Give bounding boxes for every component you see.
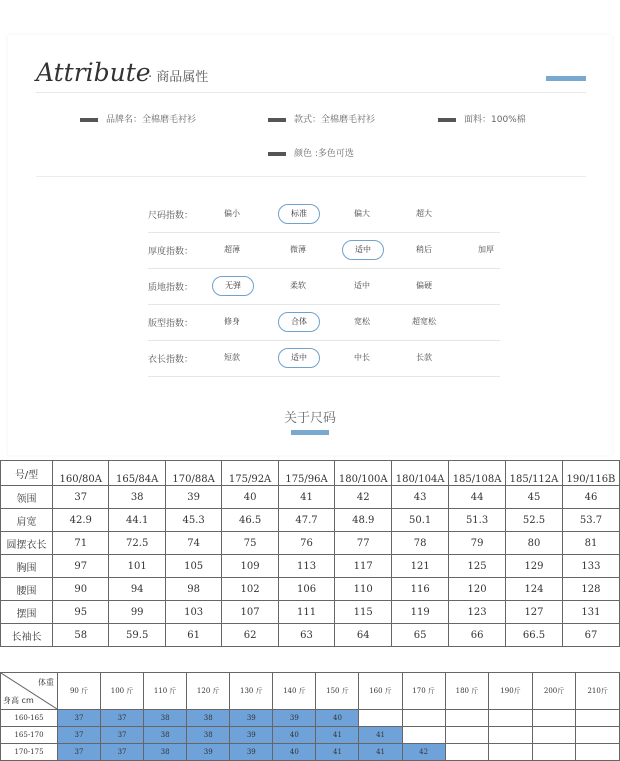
- recommended-size-cell: 37: [101, 744, 144, 761]
- measure-value: 44: [449, 486, 506, 509]
- recommended-size-cell: 38: [144, 744, 187, 761]
- measure-value: 45: [506, 486, 563, 509]
- recommended-size-cell: [576, 744, 620, 761]
- measure-value: 95: [53, 601, 109, 624]
- recommended-size-cell: 42: [402, 744, 445, 761]
- index-option: 偏大: [354, 209, 370, 218]
- measure-value: 51.3: [449, 509, 506, 532]
- measure-value: 113: [278, 555, 334, 578]
- recommended-size-cell: 41: [316, 727, 359, 744]
- measure-value: 66: [449, 624, 506, 647]
- height-range: 165-170: [1, 727, 58, 744]
- weight-header-cell: 100 斤: [101, 673, 144, 710]
- measure-value: 42: [335, 486, 392, 509]
- index-option-selected: 合体: [278, 312, 320, 332]
- measure-value: 72.5: [109, 532, 165, 555]
- table-row: [1, 532, 620, 555]
- measure-value: 105: [165, 555, 221, 578]
- measure-value: 65: [392, 624, 449, 647]
- table-row: [1, 601, 620, 624]
- measure-value: 103: [165, 601, 221, 624]
- recommended-size-cell: 38: [144, 710, 187, 727]
- index-label: 厚度指数：: [148, 247, 194, 257]
- measure-value: 38: [109, 486, 165, 509]
- measure-value: 45.3: [165, 509, 221, 532]
- measure-value: 119: [392, 601, 449, 624]
- measure-value: 79: [449, 532, 506, 555]
- measure-value: 78: [392, 532, 449, 555]
- index-option-selected: 适中: [278, 348, 320, 368]
- measure-value: 123: [449, 601, 506, 624]
- index-label: 尺码指数：: [148, 211, 194, 221]
- measure-value: 76: [278, 532, 334, 555]
- weight-header-cell: 190斤: [489, 673, 533, 710]
- measure-value: 39: [165, 486, 221, 509]
- index-option: 微薄: [290, 245, 306, 254]
- height-range: 170-175: [1, 744, 58, 761]
- index-row: [148, 340, 500, 377]
- measure-value: 115: [335, 601, 392, 624]
- weight-header-cell: 180 斤: [445, 673, 489, 710]
- measure-value: 74: [165, 532, 221, 555]
- measure-value: 102: [222, 578, 278, 601]
- index-option-selected: 无弹: [212, 276, 254, 296]
- measure-value: 97: [53, 555, 109, 578]
- measure-name: 摆围: [1, 601, 53, 624]
- recommended-size-cell: [576, 710, 620, 727]
- weight-header-cell: 210斤: [576, 673, 620, 710]
- recommended-size-cell: 37: [101, 710, 144, 727]
- brand-script-title: Attribute: [36, 58, 151, 87]
- measure-name: 圆摆衣长: [1, 532, 53, 555]
- recommended-size-cell: [445, 727, 489, 744]
- attr-brand-name: 品牌名：全棉磨毛衬衫: [80, 112, 196, 125]
- measure-value: 63: [278, 624, 334, 647]
- measure-value: 41: [278, 486, 334, 509]
- measure-value: 77: [335, 532, 392, 555]
- recommended-size-cell: 39: [230, 727, 273, 744]
- measure-value: 116: [392, 578, 449, 601]
- recommended-size-cell: [576, 727, 620, 744]
- attr-fabric: 面料：100%棉: [438, 112, 526, 125]
- weight-header-cell: 90 斤: [58, 673, 101, 710]
- measure-value: 61: [165, 624, 221, 647]
- measure-name: 长袖长: [1, 624, 53, 647]
- recommended-size-cell: 37: [58, 744, 101, 761]
- index-option: 超宽松: [412, 317, 436, 326]
- attr-style: 款式：全棉磨毛衬衫: [268, 112, 375, 125]
- table-row: [1, 710, 620, 727]
- size-header-cell: 160/80A: [53, 461, 109, 486]
- measure-value: 131: [562, 601, 619, 624]
- recommended-size-cell: 39: [230, 744, 273, 761]
- measure-value: 75: [222, 532, 278, 555]
- measure-value: 59.5: [109, 624, 165, 647]
- measure-value: 80: [506, 532, 563, 555]
- index-option: 宽松: [354, 317, 370, 326]
- recommended-size-cell: 39: [187, 744, 230, 761]
- recommended-size-cell: 41: [359, 727, 402, 744]
- measure-value: 37: [53, 486, 109, 509]
- measure-value: 42.9: [53, 509, 109, 532]
- size-header-cell: 185/112A: [506, 461, 563, 486]
- measure-value: 67: [562, 624, 619, 647]
- index-option: 偏小: [224, 209, 240, 218]
- size-header-cell: 175/92A: [222, 461, 278, 486]
- weight-axis-label: 体重: [38, 678, 54, 687]
- table-row: [1, 727, 620, 744]
- measure-name: 肩宽: [1, 509, 53, 532]
- index-row: [148, 232, 500, 269]
- index-option: 偏硬: [416, 281, 432, 290]
- index-option: 修身: [224, 317, 240, 326]
- recommended-size-cell: [489, 727, 533, 744]
- height-range: 160-165: [1, 710, 58, 727]
- measure-value: 128: [562, 578, 619, 601]
- table-row: [1, 555, 620, 578]
- measure-name: 腰围: [1, 578, 53, 601]
- recommended-size-cell: 37: [58, 727, 101, 744]
- recommended-size-cell: 40: [273, 727, 316, 744]
- bullet-bar-icon: [80, 118, 98, 122]
- measure-value: 62: [222, 624, 278, 647]
- header-divider: [36, 92, 586, 93]
- size-header-cell: 190/116B: [562, 461, 619, 486]
- table-row: [1, 578, 620, 601]
- index-label: 衣长指数：: [148, 355, 194, 365]
- index-option: 稍后: [416, 245, 432, 254]
- measure-value: 40: [222, 486, 278, 509]
- recommended-size-cell: 41: [316, 744, 359, 761]
- recommended-size-cell: 39: [273, 710, 316, 727]
- table-row: [1, 744, 620, 761]
- index-option: 长款: [416, 353, 432, 362]
- recommended-size-cell: 38: [187, 710, 230, 727]
- measure-value: 117: [335, 555, 392, 578]
- bullet-bar-icon: [438, 118, 456, 122]
- measure-value: 46: [562, 486, 619, 509]
- measure-value: 106: [278, 578, 334, 601]
- index-option: 中长: [354, 353, 370, 362]
- measure-value: 107: [222, 601, 278, 624]
- measure-value: 66.5: [506, 624, 563, 647]
- size-table: [0, 460, 620, 647]
- index-label: 版型指数：: [148, 319, 194, 329]
- index-row: [148, 304, 500, 341]
- recommended-size-cell: 37: [58, 710, 101, 727]
- recommended-size-cell: [532, 727, 576, 744]
- weight-header-cell: 150 斤: [316, 673, 359, 710]
- size-header-cell: 170/88A: [165, 461, 221, 486]
- index-option-selected: 标准: [278, 204, 320, 224]
- measure-value: 46.5: [222, 509, 278, 532]
- size-header-label: 号/型: [1, 461, 53, 486]
- weight-header-cell: 200斤: [532, 673, 576, 710]
- index-option: 适中: [354, 281, 370, 290]
- size-header-cell: 185/108A: [449, 461, 506, 486]
- measure-value: 129: [506, 555, 563, 578]
- weight-header-cell: 110 斤: [144, 673, 187, 710]
- size-recommendation-table: [0, 672, 620, 761]
- measure-value: 127: [506, 601, 563, 624]
- measure-value: 58: [53, 624, 109, 647]
- measure-name: 胸围: [1, 555, 53, 578]
- measure-value: 53.7: [562, 509, 619, 532]
- bullet-bar-icon: [268, 152, 286, 156]
- measure-value: 99: [109, 601, 165, 624]
- recommended-size-cell: 40: [273, 744, 316, 761]
- measure-value: 90: [53, 578, 109, 601]
- recommended-size-cell: [445, 744, 489, 761]
- measure-value: 47.7: [278, 509, 334, 532]
- measure-value: 50.1: [392, 509, 449, 532]
- weight-header-cell: 170 斤: [402, 673, 445, 710]
- attr-color: 颜色 :多色可选: [268, 146, 354, 159]
- recommended-size-cell: [489, 744, 533, 761]
- measure-value: 133: [562, 555, 619, 578]
- recommended-size-cell: [402, 710, 445, 727]
- index-label: 质地指数：: [148, 283, 194, 293]
- measure-value: 94: [109, 578, 165, 601]
- size-header-cell: 180/100A: [335, 461, 392, 486]
- weight-header-cell: 160 斤: [359, 673, 402, 710]
- measure-value: 81: [562, 532, 619, 555]
- size-header-cell: 180/104A: [392, 461, 449, 486]
- index-option: 柔软: [290, 281, 306, 290]
- recommended-size-cell: [445, 710, 489, 727]
- measure-value: 71: [53, 532, 109, 555]
- recommended-size-cell: 37: [101, 727, 144, 744]
- measure-value: 110: [335, 578, 392, 601]
- measure-name: 领围: [1, 486, 53, 509]
- corner-cell: [1, 673, 58, 710]
- measure-value: 101: [109, 555, 165, 578]
- table-row: [1, 624, 620, 647]
- measure-value: 109: [222, 555, 278, 578]
- recommended-size-cell: 41: [359, 744, 402, 761]
- size-section-accent-bar: [291, 430, 329, 435]
- attributes-divider: [36, 176, 586, 177]
- accent-bar: [546, 76, 586, 81]
- recommended-size-cell: [532, 744, 576, 761]
- index-option-selected: 适中: [342, 240, 384, 260]
- recommended-size-cell: [402, 727, 445, 744]
- index-option: 加厚: [478, 245, 494, 254]
- measure-value: 125: [449, 555, 506, 578]
- size-header-cell: 165/84A: [109, 461, 165, 486]
- index-option: 超大: [416, 209, 432, 218]
- weight-header-cell: 130 斤: [230, 673, 273, 710]
- weight-header-cell: 140 斤: [273, 673, 316, 710]
- index-row: [148, 268, 500, 305]
- index-option: 超薄: [224, 245, 240, 254]
- section-subtitle: · 商品属性: [148, 70, 209, 85]
- index-option: 短款: [224, 353, 240, 362]
- recommended-size-cell: 38: [187, 727, 230, 744]
- size-header-cell: 175/96A: [278, 461, 334, 486]
- measure-value: 98: [165, 578, 221, 601]
- table-row: [1, 486, 620, 509]
- recommended-size-cell: [359, 710, 402, 727]
- recommended-size-cell: 39: [230, 710, 273, 727]
- measure-value: 43: [392, 486, 449, 509]
- size-section-title: 关于尺码: [283, 411, 336, 426]
- measure-value: 121: [392, 555, 449, 578]
- weight-header-cell: 120 斤: [187, 673, 230, 710]
- measure-value: 52.5: [506, 509, 563, 532]
- recommended-size-cell: [532, 710, 576, 727]
- recommended-size-cell: [489, 710, 533, 727]
- recommended-size-cell: 40: [316, 710, 359, 727]
- measure-value: 48.9: [335, 509, 392, 532]
- measure-value: 44.1: [109, 509, 165, 532]
- recommended-size-cell: 38: [144, 727, 187, 744]
- measure-value: 64: [335, 624, 392, 647]
- height-axis-label: 身高 cm: [3, 696, 34, 705]
- bullet-bar-icon: [268, 118, 286, 122]
- measure-value: 111: [278, 601, 334, 624]
- measure-value: 124: [506, 578, 563, 601]
- table-row: [1, 509, 620, 532]
- measure-value: 120: [449, 578, 506, 601]
- index-row: [148, 196, 500, 233]
